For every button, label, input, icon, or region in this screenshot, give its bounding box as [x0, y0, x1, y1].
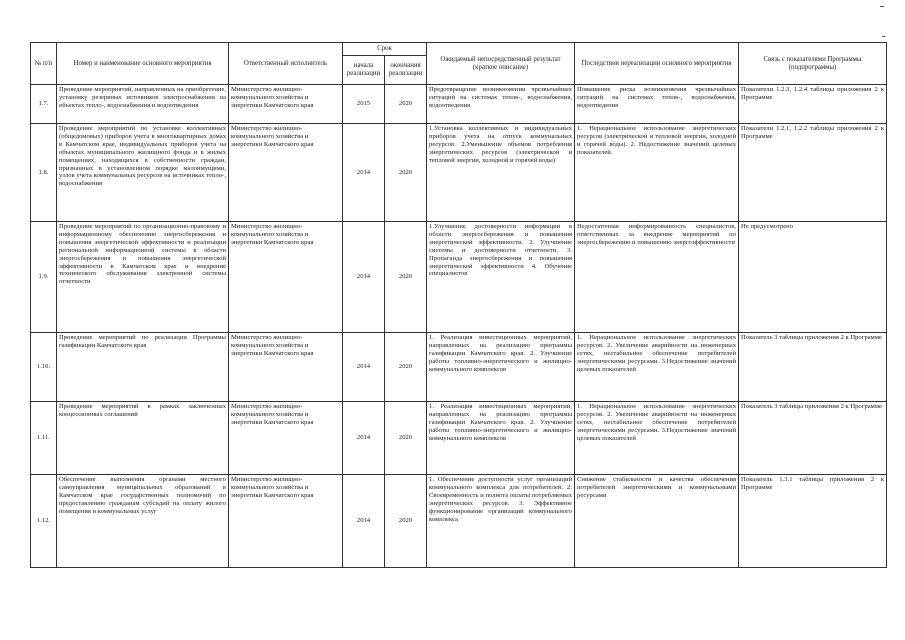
row-executor: Министерство жилищно-коммунального хозяйства и энергетики Камчатского края: [229, 124, 343, 222]
header-num: № п/п: [31, 43, 57, 85]
row-name: Проведение мероприятий по установке коллективных (общедомовых) приборов учета в многоквартирных домах в Камчатском крае, индивидуальных приборов учета на объектах муниципального жилищного фонда и в жилых помещениях, находящихся в собственности граждан, признанных в установленном порядке малоимущими, узлов учета коммунальных ресурсов на источниках тепло-, водоснабжения: [57, 124, 229, 222]
table-row: [31, 124, 887, 222]
row-result: 1. Реализация инвестиционных мероприятий, направленных на реализацию программы газификации Камчатского края. 2. Улучшение работы топливно-энергетического и жилищно-коммунального комплексов: [427, 402, 575, 475]
header-end: окончания реализации: [385, 56, 427, 85]
row-name: Проведение мероприятий по реализации Программы газификации Камчатского края: [57, 333, 229, 402]
row-consequences: Снижение стабильности и качества обеспечения потребителей энергетическими и коммунальными ресурсами: [575, 475, 739, 568]
row-consequences: 1. Нерациональное использование энергетических ресурсов (электрической и тепловой энергии, холодной и горячей воды). 2. Недостижение значений целевых показателей.: [575, 124, 739, 222]
row-num: 1.10.: [31, 333, 57, 402]
row-name: Проведение мероприятий в рамках заключенных концессионных соглашений: [57, 402, 229, 475]
row-executor: Министерство жилищно-коммунального хозяйства и энергетики Камчатского края: [229, 475, 343, 568]
header-term: Срок: [343, 43, 427, 56]
document-page: [30, 42, 886, 568]
row-link: Показатель 1.3.1 таблицы приложения 2 к Программе: [739, 475, 887, 568]
header-result: Ожидаемый непосредственный результат (краткое описание): [427, 43, 575, 85]
header-row: [31, 43, 887, 56]
row-link: Показатели 1.2.3, 1.2.4 таблицы приложения 2 к Программе: [739, 85, 887, 124]
row-start: 2014: [343, 333, 385, 402]
row-name: Обеспечение выполнения органами местного самоуправления муниципальных образований в Камчатском крае государственных полномочий по предоставлению гражданам субсидий на оплату жилого помещения и коммунальных услуг: [57, 475, 229, 568]
row-num: 1.7.: [31, 85, 57, 124]
row-result: Предотвращение возникновения чрезвычайных ситуаций на системах тепло-, водоснабжения, водоотведения: [427, 85, 575, 124]
row-result: 1. Реализация инвестиционных мероприятий, направленных на реализацию программы газификации Камчатского края. 2. Улучшение работы топливно-энергетического и жилищно-коммунального комплексов: [427, 333, 575, 402]
row-end: 2020: [385, 222, 427, 333]
row-name: Проведение мероприятий по организационно-правовому и информационному обеспечению энергосбережения и повышения энергетической эффективности и реализации региональной информационной системы в области энергосбережения и повышения энергетической эффективности в Камчатском крае и внедрение технического обслуживания электронной системы отчетности: [57, 222, 229, 333]
row-end: 2020: [385, 85, 427, 124]
row-start: 2014: [343, 402, 385, 475]
table-row: [31, 333, 887, 402]
row-result: 1.Улучшение достоверности информации в области энергосбережения и повышения энергетической эффективности. 2. Улучшение системы и достоверности отчетности. 3. Пропаганда энергосбережения и повышения энергетической эффективности 4. Обучение специалистов: [427, 222, 575, 333]
header-executor: Ответственный исполнитель: [229, 43, 343, 85]
row-link: Показатель 3 таблицы приложения 2 к Программе: [739, 402, 887, 475]
header-consequences: Последствия нереализации основного мероприятия: [575, 43, 739, 85]
row-executor: Министерство жилищно-коммунального хозяйства и энергетики Камчатского края: [229, 85, 343, 124]
row-executor: Министерство жилищно-коммунального хозяйства и энергетики Камчатского края: [229, 222, 343, 333]
row-consequences: Повышение риска возникновения чрезвычайных ситуаций на системах тепло-, водоснабжения, водоотведения: [575, 85, 739, 124]
table-row: [31, 85, 887, 124]
header-link: Связь с показателями Программы (подпрограммы): [739, 43, 887, 85]
scan-mark: [880, 6, 884, 7]
table-row: [31, 402, 887, 475]
row-link: Показатели 1.2.1, 1.2.2 таблицы приложения 2 к Программе: [739, 124, 887, 222]
row-executor: Министерство жилищно-коммунального хозяйства и энергетики Камчатского края: [229, 333, 343, 402]
row-end: 2020: [385, 124, 427, 222]
table-row: [31, 222, 887, 333]
row-num: 1.9.: [31, 222, 57, 333]
header-start: начала реализации: [343, 56, 385, 85]
row-num: 1.11.: [31, 402, 57, 475]
scan-mark: [882, 36, 885, 37]
row-link: Не предусмотрено: [739, 222, 887, 333]
row-start: 2015: [343, 85, 385, 124]
row-link: Показатель 3 таблицы приложения 2 к Программе: [739, 333, 887, 402]
row-name: Проведение мероприятий, направленных на приобретение, установку резервных источников электроснабжения на объектах тепло-, водоснабжения и водоотведения: [57, 85, 229, 124]
row-consequences: 1. Нерациональное использование энергетических ресурсов. 2. Увеличение аварийности на инженерных сетях, нестабильное обеспечение потребителей энергетическими ресурсами. 3.Недостижение значений целевых показателей: [575, 402, 739, 475]
row-num: 1.12.: [31, 475, 57, 568]
header-name: Номер и наименование основного мероприятия: [57, 43, 229, 85]
row-end: 2020: [385, 333, 427, 402]
row-end: 2020: [385, 475, 427, 568]
row-result: 1.Установка коллективных и индивидуальных приборов учета на отпуск коммунальных ресурсов. 2.Уменьшение объемов потребления энергетических ресурсов (электрической и тепловой энергии, холодной и горячей воды): [427, 124, 575, 222]
table-row: [31, 475, 887, 568]
row-start: 2014: [343, 475, 385, 568]
row-num: 1.8.: [31, 124, 57, 222]
row-executor: Министерство жилищно-коммунального хозяйства и энергетики Камчатского края: [229, 402, 343, 475]
row-consequences: 1. Нерациональное использование энергетических ресурсов. 2. Увеличение аварийности на инженерных сетях, нестабильное обеспечение потребителей энергетическими ресурсами. 3.Недостижение значений целевых показателей: [575, 333, 739, 402]
row-start: 2014: [343, 124, 385, 222]
row-end: 2020: [385, 402, 427, 475]
row-start: 2014: [343, 222, 385, 333]
row-result: 1. Обеспечение доступности услуг организаций коммунального комплекса для потребителей. 2. Своевременность и полнота оплаты потребляемых энергетических ресурсов. 3. Эффективное функционирование организаций коммунального комплекса: [427, 475, 575, 568]
measures-table: [30, 42, 887, 568]
row-consequences: Недостаточная информированность специалистов, ответственных за внедрение мероприятий по энергосбережению и повышению энергоэффективности: [575, 222, 739, 333]
